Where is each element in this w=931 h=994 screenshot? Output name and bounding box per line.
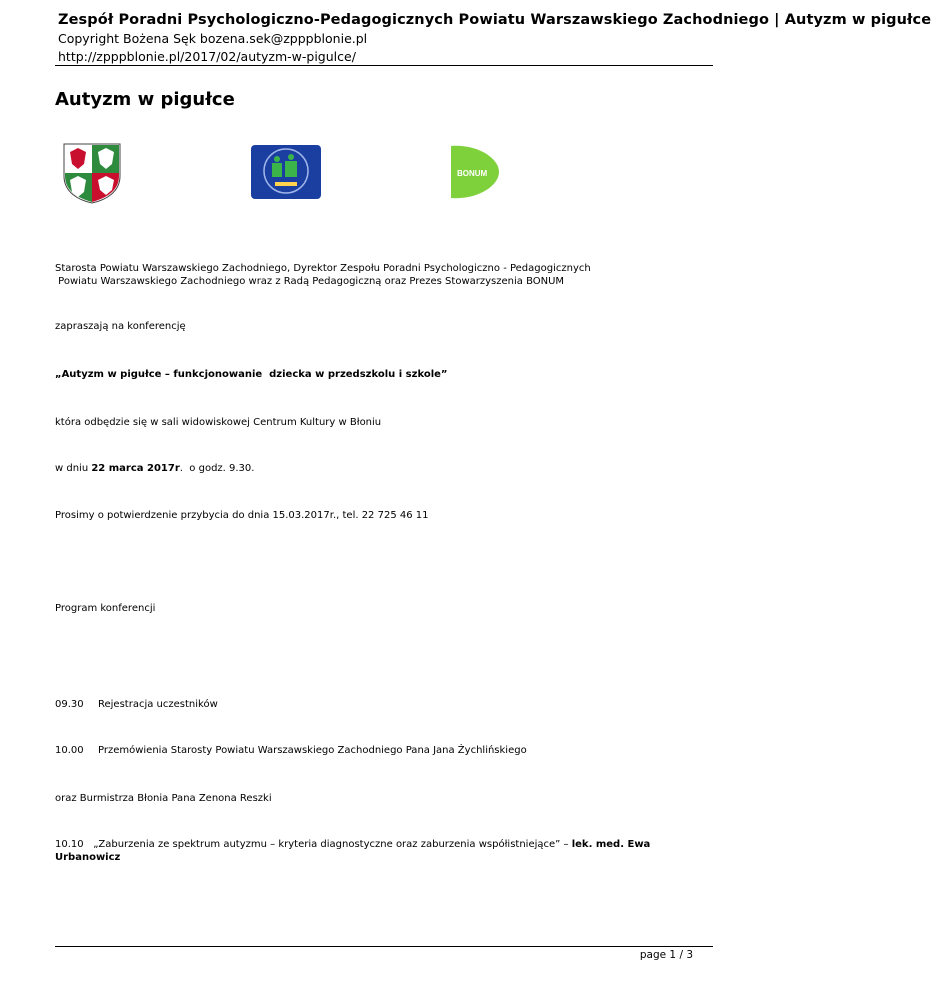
conference-title: „Autyzm w pigułce – funkcjonowanie dziecka w przedszkolu i szkole”: [55, 369, 448, 380]
date-bold: 22 marca 2017r: [91, 463, 180, 474]
program-item-2-time: 10.00: [55, 745, 84, 756]
program-item-3-speaker: lek. med. Ewa: [571, 839, 651, 850]
copyright-line: Copyright Bożena Sęk bozena.sek@zpppblonie.pl: [58, 31, 368, 46]
bonum-logo: [447, 142, 503, 202]
page-number: page 1 / 3: [639, 949, 693, 961]
intro-line-1: Starosta Powiatu Warszawskiego Zachodniego, Dyrektor Zespołu Poradni Psychologiczno - Pedagogicznych: [55, 263, 591, 274]
program-item-3-time: 10.10: [55, 839, 84, 850]
program-item-3-text: „Zaburzenia ze spektrum autyzmu – kryteria diagnostyczne oraz zaburzenia współistniejące” –: [93, 839, 572, 850]
program-item-3: [55, 838, 650, 851]
program-item-1: [55, 698, 218, 711]
program-item-1-time: 09.30: [55, 699, 84, 710]
program-item-3-speaker-line-2: Urbanowicz: [55, 852, 121, 863]
date-line: [55, 462, 254, 475]
poradnia-logo: [250, 144, 322, 200]
coat-of-arms-logo: [62, 142, 122, 204]
document-header: [58, 10, 931, 66]
footer-divider: [55, 946, 713, 947]
program-item-2-text: Przemówienia Starosty Powiatu Warszawskiego Zachodniego Pana Jana Żychlińskiego: [98, 745, 527, 756]
svg-text:BONUM: BONUM: [457, 169, 488, 178]
header-divider: [55, 65, 713, 66]
invite-text: zapraszają na konferencję: [55, 321, 186, 332]
intro-line-2: Powiatu Warszawskiego Zachodniego wraz z Radą Pedagogiczną oraz Prezes Stowarzyszenia BONUM: [55, 276, 565, 287]
site-title: Zespół Poradni Psychologiczno-Pedagogicznych Powiatu Warszawskiego Zachodniego | Autyzm w pigułce: [58, 12, 931, 28]
program-item-1-text: Rejestracja uczestników: [98, 699, 218, 710]
program-item-2: [55, 744, 527, 757]
date-prefix: w dniu: [55, 463, 92, 474]
program-heading: Program konferencji: [55, 603, 156, 614]
article-url[interactable]: http://zpppblonie.pl/2017/02/autyzm-w-pigulce/: [58, 49, 356, 64]
rsvp-text: Prosimy o potwierdzenie przybycia do dnia 15.03.2017r., tel. 22 725 46 11: [55, 510, 429, 521]
date-suffix: . o godz. 9.30.: [179, 463, 255, 474]
venue-text: która odbędzie się w sali widowiskowej Centrum Kultury w Błoniu: [55, 417, 382, 428]
page-title: Autyzm w pigułce: [55, 89, 235, 110]
program-item-2-continued: oraz Burmistrza Błonia Pana Zenona Reszki: [55, 793, 272, 804]
